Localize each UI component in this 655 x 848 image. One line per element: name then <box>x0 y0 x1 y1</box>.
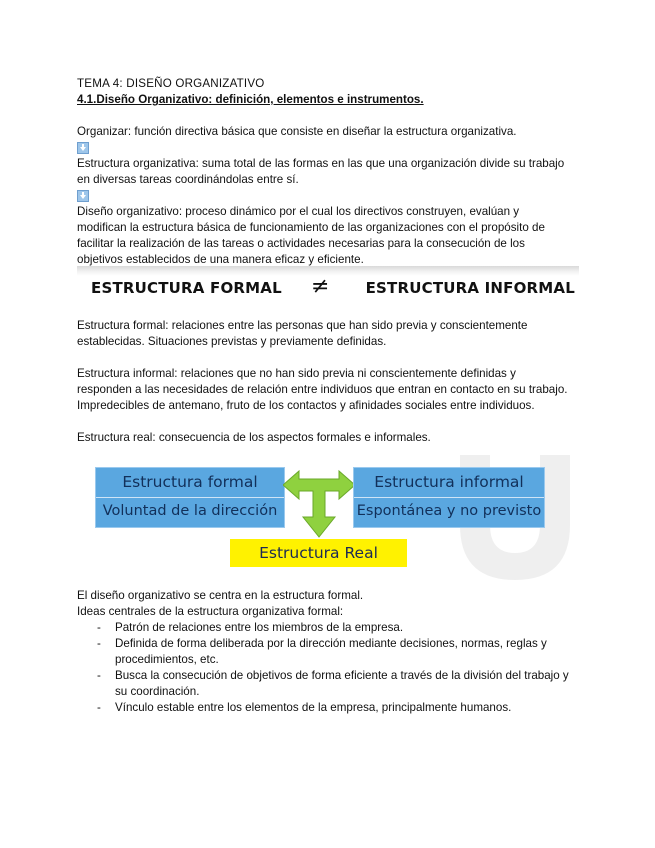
definition-diseno-line-3: facilitar la realización de las tareas o actividades necesarias para la consecución de los <box>77 237 525 250</box>
formal-line-1: Estructura formal: relaciones entre las personas que han sido previa y conscientemente <box>77 319 528 332</box>
bullet-dash: - <box>97 701 101 714</box>
down-arrow-icon <box>77 190 89 202</box>
list-item-text: Patrón de relaciones entre los miembros de la empresa. <box>115 621 404 634</box>
informal-box-title: Estructura informal <box>374 473 524 491</box>
list-item-text: Busca la consecución de objetivos de forma eficiente a través de la división del trabajo y <box>115 669 569 682</box>
page-title: TEMA 4: DISEÑO ORGANIZATIVO <box>77 77 265 90</box>
closing-intro-2: Ideas centrales de la estructura organizativa formal: <box>77 605 344 618</box>
list-item <box>77 700 582 716</box>
section-heading: 4.1.Diseño Organizativo: definición, elementos e instrumentos. <box>77 93 424 106</box>
bullet-dash: - <box>97 621 101 634</box>
list-item-text: procedimientos, etc. <box>115 653 219 666</box>
not-equal-symbol: ≠ <box>311 274 330 299</box>
real-structure-box: Estructura Real <box>230 539 407 567</box>
list-item <box>77 620 582 636</box>
bullet-dash: - <box>97 669 101 682</box>
informal-box-subtitle: Espontánea y no previsto <box>356 503 542 519</box>
list-item <box>77 668 582 700</box>
formal-line-2: establecidas. Situaciones previstas y previamente definidas. <box>77 335 387 348</box>
definition-estructura-line-2: en diversas tareas coordinándolas entre sí. <box>77 173 299 186</box>
structure-diagram <box>77 455 597 580</box>
bullet-dash: - <box>97 637 101 650</box>
formal-ideas-list <box>77 620 582 716</box>
definition-diseno-line-4: objetivos establecidos de una manera eficaz y eficiente. <box>77 253 364 266</box>
box-divider <box>354 497 544 498</box>
banner-informal-label: ESTRUCTURA INFORMAL <box>365 279 575 297</box>
formal-box-title: Estructura formal <box>122 473 258 491</box>
structures-text <box>77 318 582 446</box>
definition-organizar: Organizar: función directiva básica que consiste en diseñar la estructura organizativa. <box>77 125 517 138</box>
closing-section <box>77 588 582 716</box>
list-item-text: Definida de forma deliberada por la dirección mediante decisiones, normas, reglas y <box>115 637 547 650</box>
informal-structure-box <box>353 467 545 528</box>
real-structure-line: Estructura real: consecuencia de los aspectos formales e informales. <box>77 431 431 444</box>
down-arrow-icon <box>77 142 89 154</box>
list-item-text: su coordinación. <box>115 685 200 698</box>
document-body <box>77 76 582 268</box>
list-item-text: Vínculo estable entre los elementos de la empresa, principalmente humanos. <box>115 701 512 714</box>
informal-line-3: Impredecibles de antemano, fruto de los contactos y afinidades sociales entre individuos. <box>77 399 535 412</box>
banner-formal-label: ESTRUCTURA FORMAL <box>91 279 282 297</box>
informal-line-2: responden a las necesidades de relación entre individuos que entran en contacto en su trabajo. <box>77 383 568 396</box>
definition-diseno-line-1: Diseño organizativo: proceso dinámico por el cual los directivos construyen, evalúan y <box>77 205 520 218</box>
definition-diseno-line-2: modifican la estructura básica de funcionamiento de las organizaciones con el propósito de <box>77 221 545 234</box>
formal-vs-informal-banner <box>77 266 579 310</box>
definition-estructura-line-1: Estructura organizativa: suma total de las formas en las que una organización divide su trabajo <box>77 157 565 170</box>
box-divider <box>96 497 284 498</box>
closing-intro-1: El diseño organizativo se centra en la estructura formal. <box>77 589 364 602</box>
formal-structure-box <box>95 467 285 528</box>
list-item <box>77 636 582 668</box>
informal-line-1: Estructura informal: relaciones que no han sido previa ni conscientemente definidas y <box>77 367 516 380</box>
formal-box-subtitle: Voluntad de la dirección <box>102 503 278 519</box>
three-way-arrow-icon <box>283 465 355 540</box>
